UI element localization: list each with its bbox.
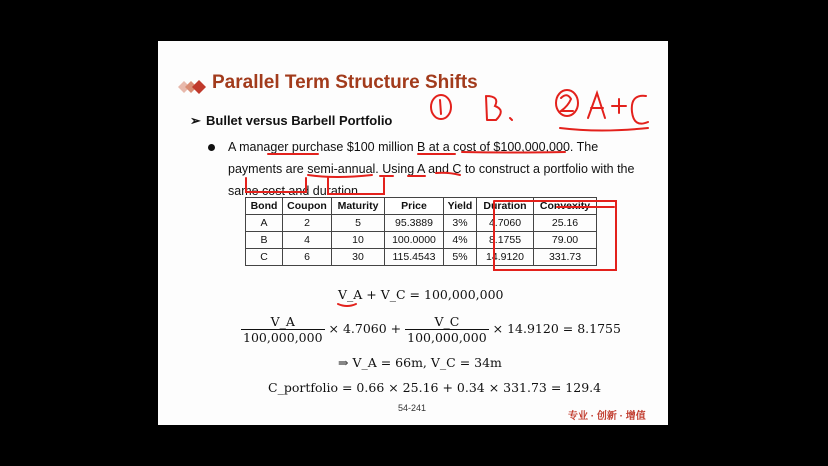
table-cell: 4 xyxy=(283,232,332,249)
header-price: Price xyxy=(385,198,444,215)
table-cell: 10 xyxy=(332,232,385,249)
arrow-bullet-icon: ➢ xyxy=(190,113,201,128)
ink-underline xyxy=(308,175,372,177)
table-cell: 25.16 xyxy=(534,215,597,232)
table-cell: 5% xyxy=(444,249,477,266)
ink-underline xyxy=(462,152,565,153)
table-cell: 100.0000 xyxy=(385,232,444,249)
section-heading-label: Bullet versus Barbell Portfolio xyxy=(206,113,393,128)
table-cell: 6 xyxy=(283,249,332,266)
slide-title: Parallel Term Structure Shifts xyxy=(212,72,478,93)
table-cell: 95.3889 xyxy=(385,215,444,232)
table-cell: 79.00 xyxy=(534,232,597,249)
table-cell: 14.9120 xyxy=(477,249,534,266)
table-cell: 2 xyxy=(283,215,332,232)
header-coupon: Coupon xyxy=(283,198,332,215)
table-cell: 331.73 xyxy=(534,249,597,266)
header-duration: Duration xyxy=(477,198,534,215)
equation-convexity: C_portfolio = 0.66 × 25.16 + 0.34 × 331.73 = 129.4 xyxy=(268,380,602,395)
equation-term: × 4.7060 + xyxy=(328,321,402,336)
header-yield: Yield xyxy=(444,198,477,215)
ink-digit-1 xyxy=(440,100,441,114)
ink-letter-b xyxy=(486,96,512,120)
ink-circle-2 xyxy=(556,90,578,116)
table-cell: 4% xyxy=(444,232,477,249)
page-number: 54-241 xyxy=(398,403,427,413)
table-cell: C xyxy=(246,249,283,266)
ink-box xyxy=(328,178,384,194)
ink-underline xyxy=(436,173,460,175)
table-cell: 8.1755 xyxy=(477,232,534,249)
ink-letter-c xyxy=(632,96,648,124)
header-bond: Bond xyxy=(246,198,283,215)
equation-solution: ⇒ V_A = 66m, V_C = 34m xyxy=(338,355,502,370)
table-cell: A xyxy=(246,215,283,232)
table-cell: 4.7060 xyxy=(477,215,534,232)
ink-box xyxy=(246,178,306,192)
problem-text: A manager purchase $100 million B at a cost of $100,000,000. The payments are semi-annual. Using A and C to construct a portfolio with the same cost and duration xyxy=(228,140,635,198)
ink-digit-2 xyxy=(561,95,573,111)
equation-sum: V_A + V_C = 100,000,000 xyxy=(338,287,504,302)
fraction-numerator: V_C xyxy=(405,314,489,330)
table-cell: 115.4543 xyxy=(385,249,444,266)
fraction-numerator: V_A xyxy=(241,314,325,330)
ink-underline xyxy=(338,304,356,306)
table-cell: 30 xyxy=(332,249,385,266)
equation-term: × 14.9120 = 8.1755 xyxy=(492,321,621,336)
fraction-denominator: 100,000,000 xyxy=(243,330,323,345)
fraction-denominator: 100,000,000 xyxy=(407,330,487,345)
footer-slogan: 专业 · 创新 · 增值 xyxy=(568,411,646,422)
ink-plus xyxy=(612,99,626,113)
header-maturity: Maturity xyxy=(332,198,385,215)
ink-letter-a xyxy=(588,93,605,118)
header-convexity: Convexity xyxy=(534,198,597,215)
ink-underline-ac xyxy=(560,128,648,131)
ink-box-columns xyxy=(494,201,616,270)
table-cell: B xyxy=(246,232,283,249)
table-cell: 5 xyxy=(332,215,385,232)
table-cell: 3% xyxy=(444,215,477,232)
